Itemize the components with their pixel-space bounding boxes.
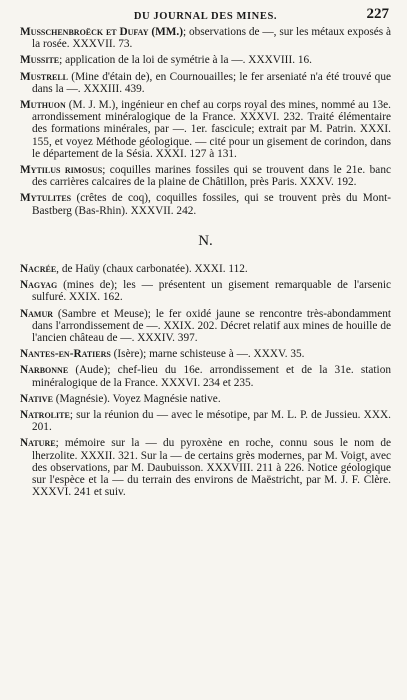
index-entry: [20, 99, 391, 160]
entries-n-section: [20, 263, 391, 498]
entry-headword: Nature: [20, 437, 56, 450]
index-entry: [20, 437, 391, 498]
entry-headword: Mussite: [20, 54, 60, 67]
entry-text: (mines de); les — présentent un gisement remarquable de l'arsenic sulfuré. XXIX. 162.: [32, 279, 391, 304]
entry-headword: Natrolite: [20, 409, 70, 422]
index-entry: [20, 71, 391, 95]
index-entry: [20, 192, 391, 216]
running-title: DU JOURNAL DES MINES.: [133, 11, 278, 22]
entry-headword: Nagyag: [20, 279, 58, 292]
index-entry: [20, 308, 391, 345]
entry-headword: Nantes-en-Ratiers: [20, 348, 111, 361]
index-entry: [20, 409, 391, 433]
entry-text: (Aude); chef-lieu du 16e. arrondissement et de la 31e. station minéralogique de la France. XXXVI. 234 et 235.: [32, 364, 391, 389]
entry-text: (Magnésie). Voyez Magnésie native.: [52, 392, 221, 405]
entry-text: ; coquilles marines fossiles qui se trouvent dans le 21e. banc des carrières calcaires de la plaine de Châtillon, près Paris. XXXV. 192.: [32, 164, 391, 189]
index-entry: [20, 364, 391, 388]
entry-text: ; mémoire sur la — du pyroxène en roche, connu sous le nom de lherzolite. XXXII. 321. Sur la — de certains grès modernes, par M. Voigt, avec des observations, par M. Daubuisson. XXXVIII. 211 à 226. Notice géologique sur l'espèce et la — du terrain des environs de Maëstricht, par M. J. F. Clère. XXXVI. 241 et suiv.: [32, 437, 391, 499]
index-entry: [20, 348, 391, 360]
index-entries: [20, 26, 391, 499]
index-entry: [20, 164, 391, 188]
entry-headword: Mytulites: [20, 192, 72, 205]
index-entry: [20, 279, 391, 303]
entry-text: (crêtes de coq), coquilles fossiles, qui se trouvent près du Mont-Bastberg (Bas-Rhin). XXXVII. 242.: [32, 192, 391, 217]
entry-text: ; sur la réunion du — avec le mésotipe, par M. L. P. de Jussieu. XXX. 201.: [32, 409, 391, 434]
section-letter: N.: [198, 232, 213, 249]
entry-headword: Nacrée: [20, 263, 57, 276]
entry-qualifier: (MM.): [148, 26, 183, 38]
page-number: 227: [366, 6, 389, 22]
entry-text: ; observations de —, sur les métaux exposés à la rosée. XXXVII. 73.: [32, 26, 392, 51]
index-entry: [20, 54, 391, 66]
entries-m-section: [20, 26, 391, 217]
entry-headword: Namur: [20, 307, 54, 320]
entry-headword: Musschenbroëck et Dufay: [20, 26, 149, 38]
index-entry: [20, 393, 391, 405]
page-header: [20, 6, 391, 26]
entry-headword: Mytilus rimosus: [20, 164, 103, 177]
entry-headword: Native: [20, 392, 53, 405]
entry-text: (Mine d'étain de), en Cournouailles; le fer arseniaté n'a été trouvé que dans la —. XXXIII. 439.: [32, 70, 391, 95]
entry-text: (Isère); marne schisteuse à —. XXXV. 35.: [110, 348, 305, 361]
entry-headword: Narbonne: [20, 364, 69, 377]
entry-text: ; application de la loi de symétrie à la —. XXXVIII. 16.: [59, 54, 312, 67]
entry-text: (Sambre et Meuse); le fer oxidé jaune se rencontre très-abondamment dans l'arrondissement de —. XXIX. 202. Décret relatif aux mines de houille de l'ancien château de —. XXXIV. 397.: [32, 307, 391, 345]
entry-headword: Mustrell: [20, 70, 69, 83]
entry-headword: Muthuon: [20, 99, 66, 112]
index-entry: [20, 26, 391, 50]
entry-text: (M. J. M.), ingénieur en chef au corps royal des mines, nommé au 13e. arrondissement minéralogique de la France. XXXVI. 232. Traité élémentaire des formations minérales, par —. 1er. fascicule; extrait par M. Patrin. XXXI. 155, et voyez Méthode géologique. — cité pour un gisement de corindon, dans le département de la Sésia. XXXI. 127 à 131.: [32, 99, 391, 160]
index-entry: [20, 263, 391, 275]
entry-text: , de Haüy (chaux carbonatée). XXXI. 112.: [56, 263, 248, 276]
